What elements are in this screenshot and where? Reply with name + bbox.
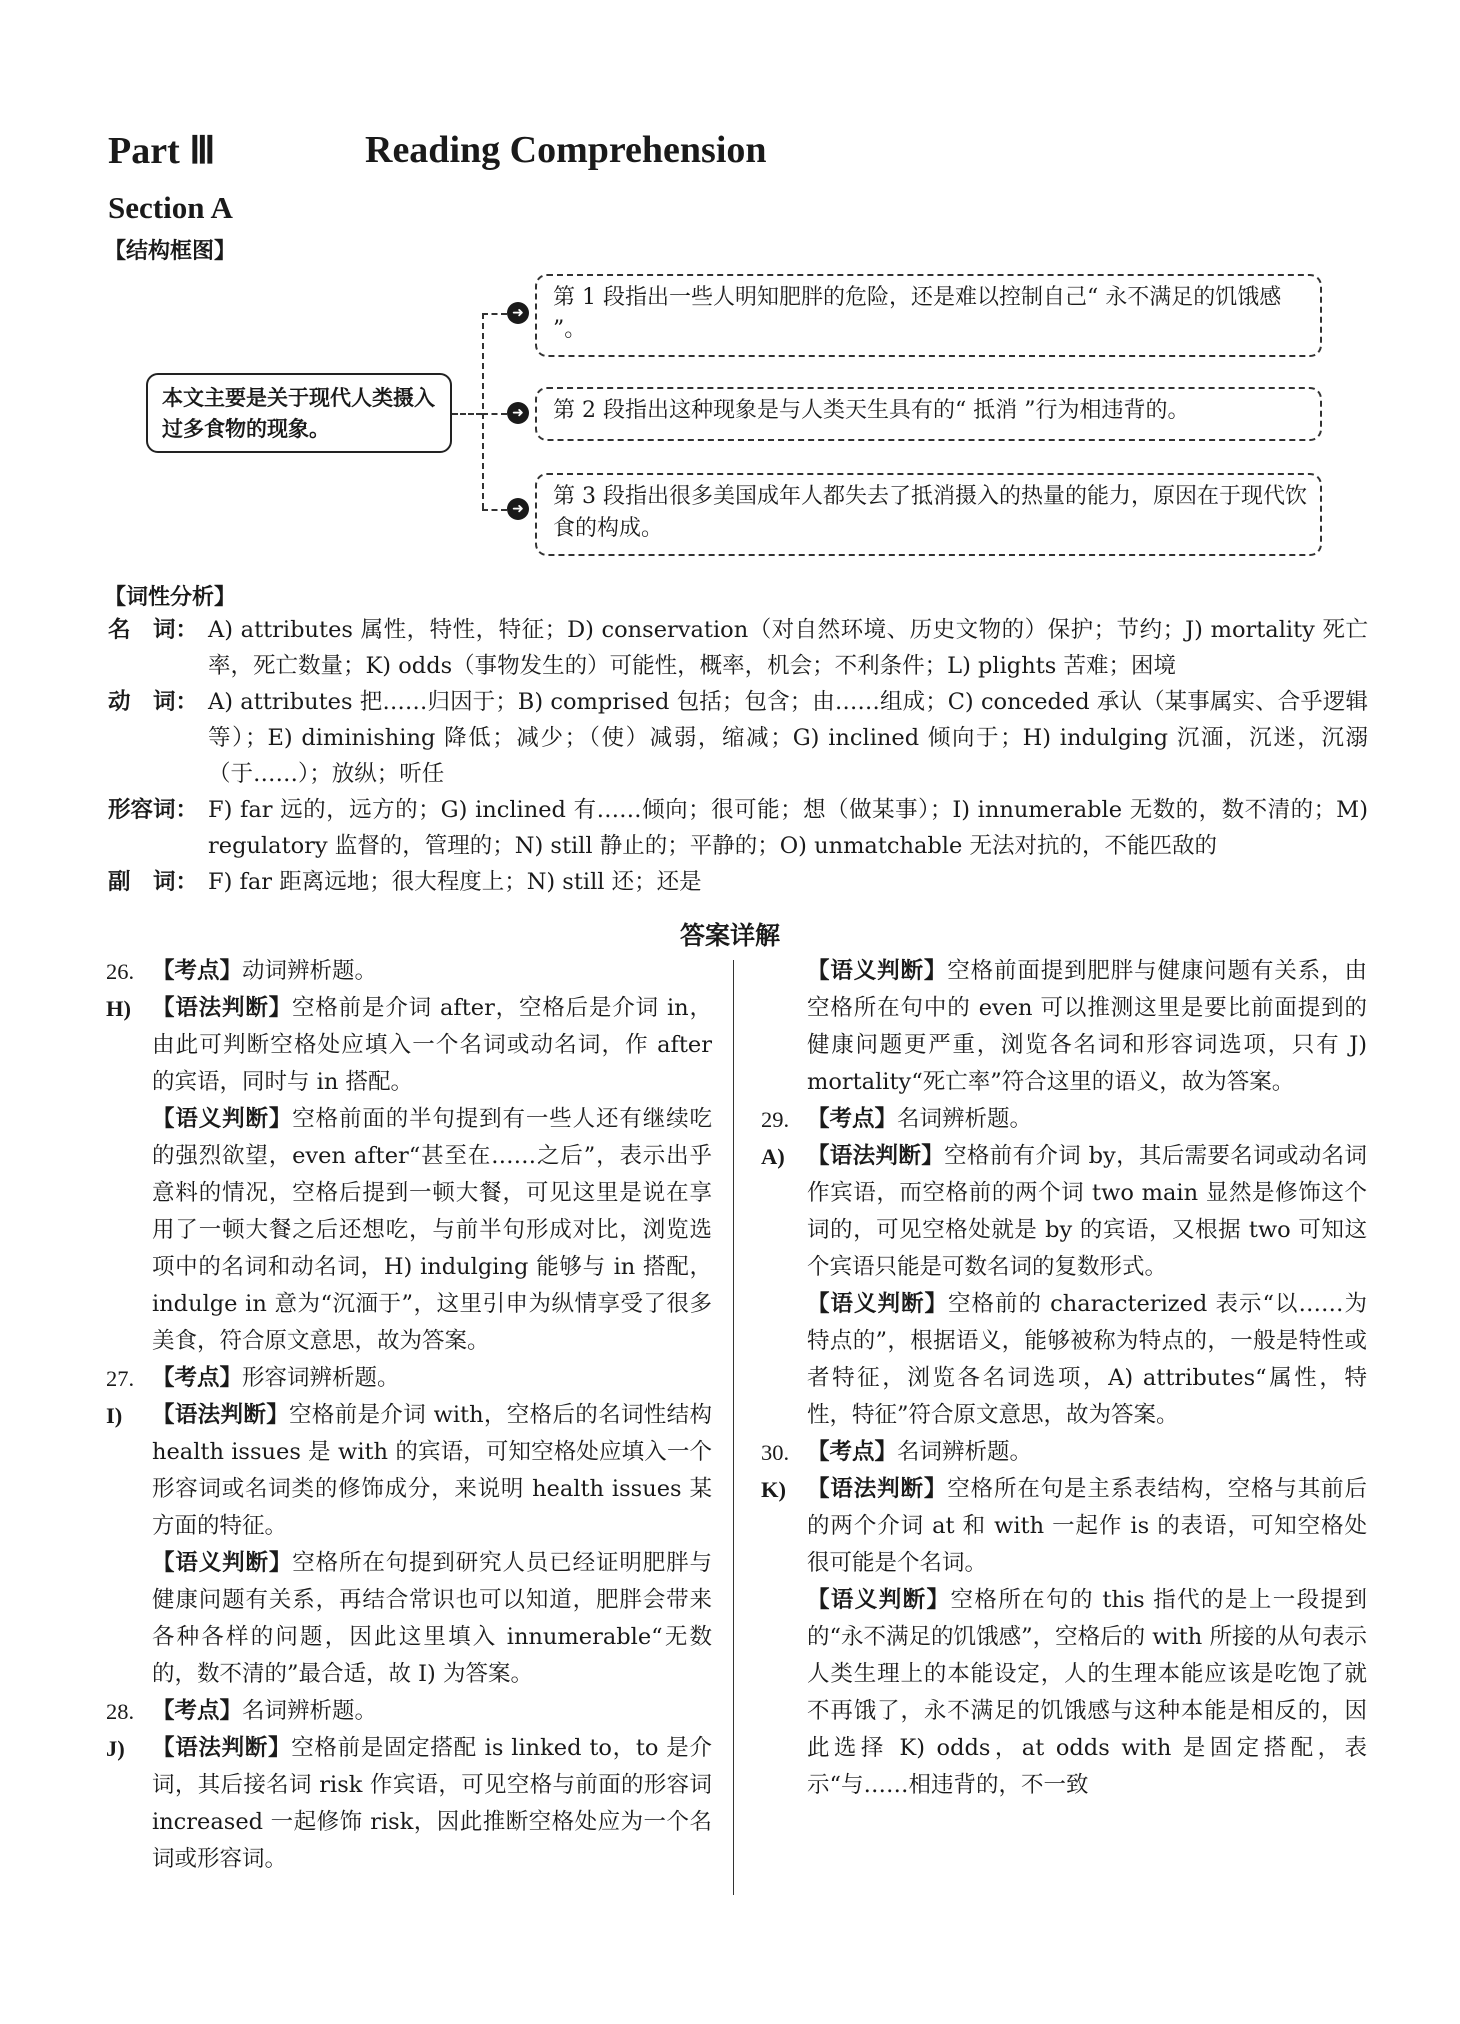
answer-28-semantic [807, 953, 1367, 1101]
arrow-right-icon: ➜ [507, 402, 529, 424]
semantic-tag: 【语义判断】 [807, 958, 948, 984]
answer-28-grammar [106, 1730, 712, 1878]
word-analysis-adjective [108, 792, 1368, 864]
kaodian-text: 名词辨析题。 [897, 1439, 1033, 1465]
pos-text: F) far 远的，远方的；G) inclined 有……倾向；很可能；想（做某事）；I) innumerable 无数的，数不清的；M) regulatory 监督的，管理的；N) still 静止的；平静的；O) unmatchable 无法对抗的，不能匹敌的 [208, 797, 1368, 859]
pos-label: 名 词： [108, 617, 199, 643]
kaodian-text: 名词辨析题。 [897, 1106, 1033, 1132]
grammar-tag: 【语法判断】 [152, 1402, 290, 1428]
connector-branch-3 [482, 509, 507, 511]
connector-line [452, 413, 482, 415]
grammar-text: 空格所在句是主系表结构，空格与其前后的两个介词 at 和 with 一起作 is 的表语，可知空格处很可能是个名词。 [807, 1476, 1367, 1576]
word-analysis-heading: 【词性分析】 [104, 585, 237, 610]
section-title: Section A [108, 190, 233, 225]
semantic-text: 空格所在句的 this 指代的是上一段提到的“永不满足的饥饿感”，空格后的 with 所接的从句表示人类生理上的本能设定，人的生理本能应该是吃饱了就不再饿了，永不满足的饥饿感与这种本能是相反的，因此选择 K) odds，at odds with 是固定搭配，表示“与……相违背的，不一致 [807, 1587, 1367, 1798]
answer-letter: K) [761, 1477, 786, 1502]
question-30 [761, 1434, 1367, 1471]
grammar-text: 空格前是介词 after，空格后是介词 in，由此可判断空格处应填入一个名词或动名词，作 after 的宾语，同时与 in 搭配。 [152, 995, 712, 1095]
kaodian-text: 动词辨析题。 [242, 958, 378, 984]
column-divider [733, 960, 734, 1895]
connector-branch-2 [482, 413, 507, 415]
grammar-text: 空格前有介词 by，其后需要名词或动名词作宾语，而空格前的两个词 two main 显然是修饰这个词的，可见空格处就是 by 的宾语，又根据 two 可知这个宾语只能是可数名词的复数形式。 [807, 1143, 1367, 1280]
question-number: 28. [106, 1699, 135, 1724]
structure-main-box [146, 373, 452, 453]
pos-label: 动 词： [108, 689, 199, 715]
pos-text: A) attributes 把……归因于；B) comprised 包括；包含；由……组成；C) conceded 承认（某事属实、合乎逻辑等）；E) diminishing 降低；减少；（使）减弱，缩减；G) inclined 倾向于；H) indulging 沉湎，沉迷，沉溺（于……）；放纵；听任 [208, 689, 1368, 787]
question-27 [106, 1360, 712, 1397]
grammar-tag: 【语法判断】 [152, 1735, 292, 1761]
semantic-tag: 【语义判断】 [807, 1587, 951, 1613]
grammar-text: 空格前是介词 with，空格后的名词性结构 health issues 是 with 的宾语，可知空格处应填入一个形容词或名词类的修饰成分，来说明 health issues 某方面的特征。 [152, 1402, 712, 1539]
pos-text: F) far 距离远地；很大程度上；N) still 还；还是 [208, 869, 702, 895]
answer-27-grammar [106, 1397, 712, 1545]
semantic-text: 空格前的 characterized 表示“以……为特点的”，根据语义，能够被称为特点的，一般是特性或者特征，浏览各名词选项，A) attributes“属性，特性，特征”符合原文意思，故为答案。 [807, 1291, 1367, 1428]
word-analysis-adverb [108, 864, 1368, 900]
pos-text: A) attributes 属性，特性，特征；D) conservation（对自然环境、历史文物的）保护；节约；J) mortality 死亡率，死亡数量；K) odds（事物发生的）可能性，概率，机会；不利条件；L) plights 苦难；困境 [208, 617, 1368, 679]
grammar-tag: 【语法判断】 [807, 1476, 948, 1502]
answer-30-semantic [807, 1582, 1367, 1804]
answer-29-semantic [807, 1286, 1367, 1434]
structure-paragraph-text: 第 2 段指出这种现象是与人类天生具有的“ 抵消 ”行为相违背的。 [553, 398, 1190, 423]
semantic-tag: 【语义判断】 [152, 1106, 293, 1132]
word-analysis-verb [108, 684, 1368, 792]
structure-paragraph-1 [535, 274, 1322, 357]
kaodian-tag: 【考点】 [152, 1365, 243, 1391]
answer-letter: I) [106, 1403, 123, 1428]
kaodian-tag: 【考点】 [807, 1106, 898, 1132]
answers-left-column [106, 953, 712, 1878]
question-number: 30. [761, 1440, 790, 1465]
pos-label: 副 词： [108, 869, 199, 895]
semantic-tag: 【语义判断】 [152, 1550, 293, 1576]
structure-heading: 【结构框图】 [104, 239, 237, 264]
question-number: 29. [761, 1107, 790, 1132]
arrow-right-icon: ➜ [507, 302, 529, 324]
structure-main-text: 本文主要是关于现代人类摄入过多食物的现象。 [162, 386, 435, 441]
connector-branch-1 [482, 313, 507, 315]
question-29 [761, 1101, 1367, 1138]
kaodian-text: 名词辨析题。 [242, 1698, 378, 1724]
structure-paragraph-text: 第 1 段指出一些人明知肥胖的危险，还是难以控制自己“ 永不满足的饥饿感 ”。 [553, 285, 1282, 342]
kaodian-tag: 【考点】 [152, 1698, 243, 1724]
question-26 [106, 953, 712, 990]
semantic-tag: 【语义判断】 [807, 1291, 949, 1317]
question-number: 27. [106, 1366, 135, 1391]
answer-26-grammar [106, 990, 712, 1101]
answers-heading: 答案详解 [679, 921, 780, 950]
question-28 [106, 1693, 712, 1730]
question-number: 26. [106, 959, 135, 984]
semantic-text: 空格前面的半句提到有一些人还有继续吃的强烈欲望，even after“甚至在……之后”，表示出乎意料的情况，空格后提到一顿大餐，可见这里是说在享用了一顿大餐之后还想吃，与前半句形成对比，浏览选项中的名词和动名词，H) indulging 能够与 in 搭配，indulge in 意为“沉湎于”，这里引申为纵情享受了很多美食，符合原文意思，故为答案。 [152, 1106, 712, 1354]
kaodian-tag: 【考点】 [152, 958, 243, 984]
kaodian-tag: 【考点】 [807, 1439, 898, 1465]
structure-paragraph-text: 第 3 段指出很多美国成年人都失去了抵消摄入的热量的能力，原因在于现代饮食的构成。 [553, 484, 1307, 541]
kaodian-text: 形容词辨析题。 [242, 1365, 400, 1391]
structure-paragraph-2 [535, 387, 1322, 441]
semantic-text: 空格前面提到肥胖与健康问题有关系，由空格所在句中的 even 可以推测这里是要比前面提到的健康问题更严重，浏览各名词和形容词选项，只有 J) mortality“死亡率”符合这里的语义，故为答案。 [807, 958, 1367, 1095]
answer-29-grammar [761, 1138, 1367, 1286]
grammar-tag: 【语法判断】 [807, 1143, 945, 1169]
answer-letter: J) [106, 1736, 125, 1761]
answer-26-semantic [152, 1101, 712, 1360]
answer-30-grammar [761, 1471, 1367, 1582]
answer-letter: A) [761, 1144, 785, 1169]
answer-letter: H) [106, 996, 131, 1021]
answer-27-semantic [152, 1545, 712, 1693]
answers-right-column [761, 953, 1367, 1804]
connector-trunk [482, 313, 484, 509]
part-name: Reading Comprehension [365, 129, 767, 171]
semantic-text: 空格所在句提到研究人员已经证明肥胖与健康问题有关系，再结合常识也可以知道，肥胖会带来各种各样的问题，因此这里填入 innumerable“无数的，数不清的”最合适，故 I) 为答案。 [152, 1550, 712, 1687]
part-number: Part Ⅲ [108, 130, 216, 172]
structure-paragraph-3 [535, 473, 1322, 556]
word-analysis-noun [108, 612, 1368, 684]
arrow-right-icon: ➜ [507, 498, 529, 520]
pos-label: 形容词： [108, 797, 199, 823]
grammar-text: 空格前是固定搭配 is linked to，to 是介词，其后接名词 risk 作宾语，可见空格与前面的形容词 increased 一起修饰 risk，因此推断空格处应为一个名词或形容词。 [152, 1735, 712, 1872]
grammar-tag: 【语法判断】 [152, 995, 292, 1021]
